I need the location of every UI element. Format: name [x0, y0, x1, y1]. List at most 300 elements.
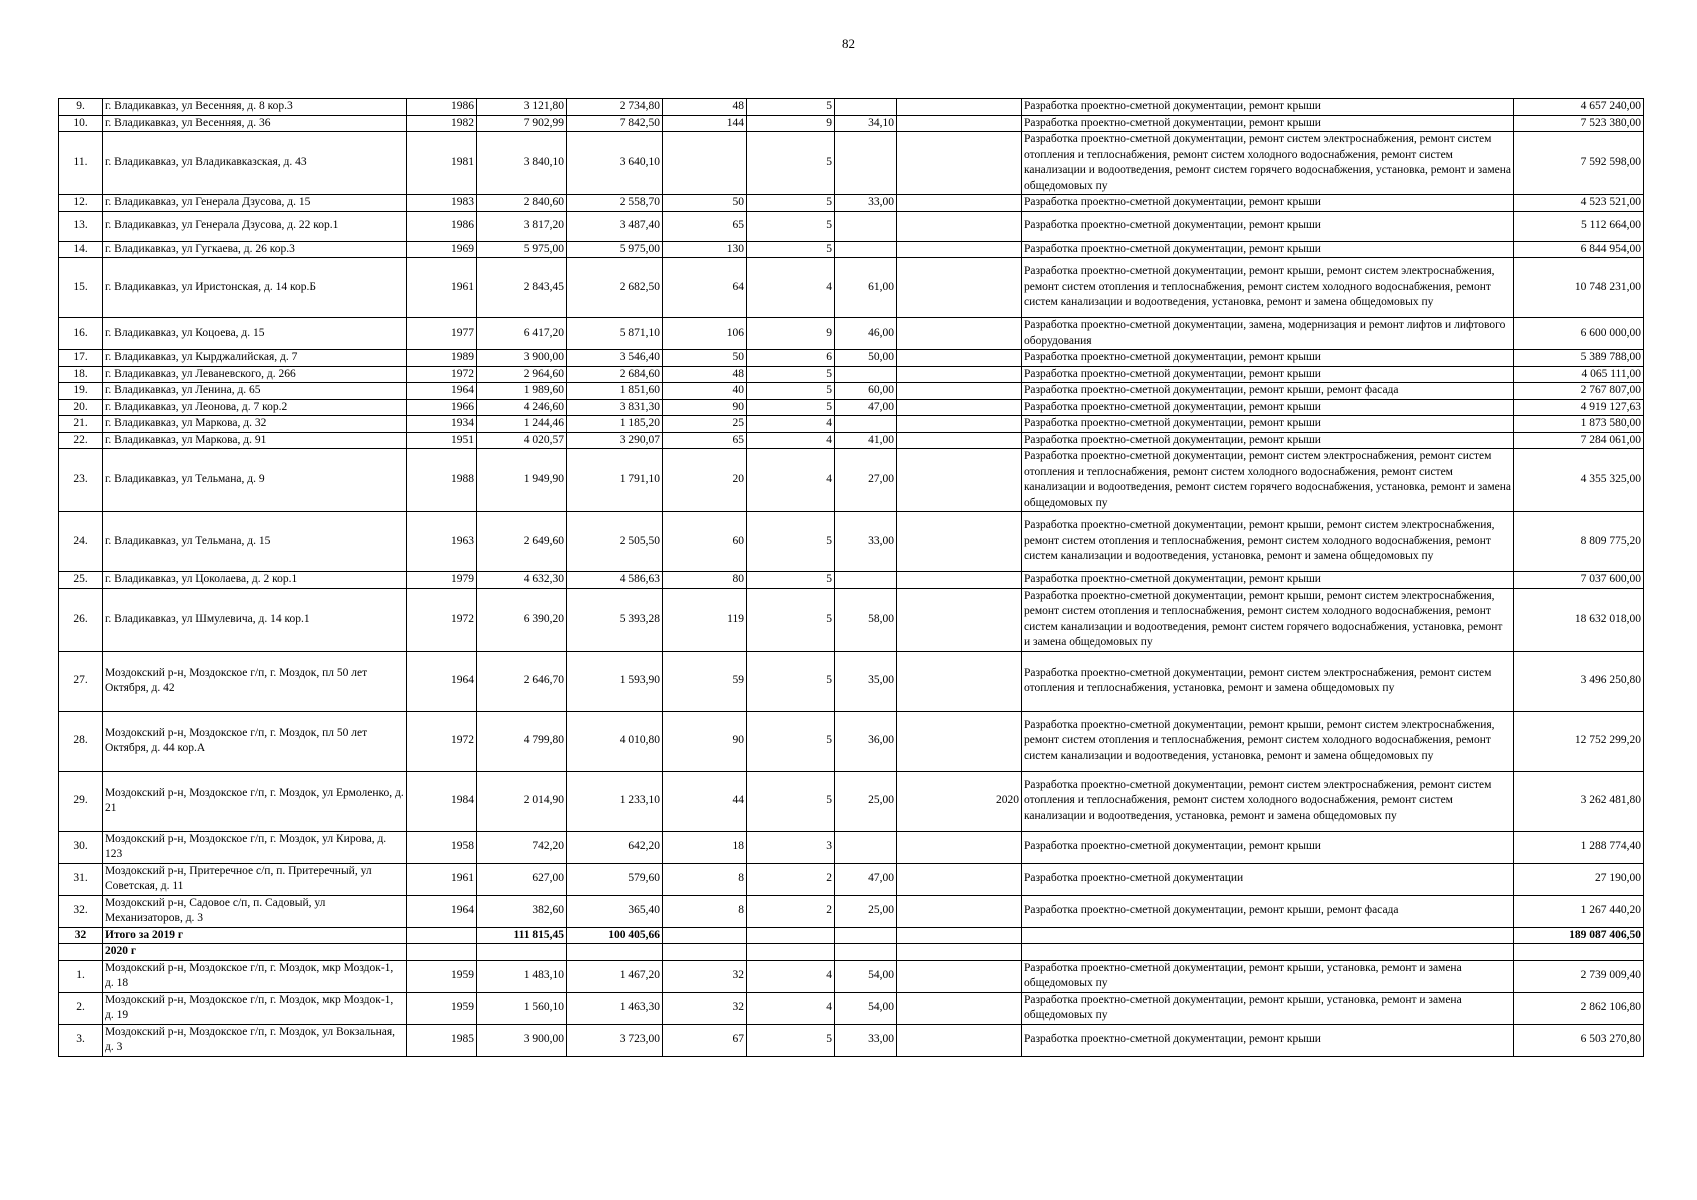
- table-row: [59, 512, 1644, 572]
- cell-area-total: 1 989,60: [477, 383, 567, 400]
- cell-cost: 7 592 598,00: [1514, 132, 1644, 195]
- cell-floors: 5: [747, 651, 835, 711]
- cell-wear-percent: [835, 572, 897, 589]
- cell-address: г. Владикавказ, ул Ленина, д. 65: [103, 383, 407, 400]
- cell-row-number: 15.: [59, 258, 103, 318]
- cell-cost: 4 355 325,00: [1514, 449, 1644, 512]
- cell-row-number: 1.: [59, 960, 103, 992]
- cell-wear-percent: 33,00: [835, 512, 897, 572]
- cell-cost: 5 112 664,00: [1514, 211, 1644, 241]
- cell-wear-percent: [835, 132, 897, 195]
- cell-plan-year: [897, 383, 1022, 400]
- cell-address: г. Владикавказ, ул Гугкаева, д. 26 кор.3: [103, 241, 407, 258]
- cell-build-year: 1961: [407, 863, 477, 895]
- cell-total-count: 32: [59, 927, 103, 944]
- cell-floors: 5: [747, 132, 835, 195]
- cell-row-number: 20.: [59, 399, 103, 416]
- cell-plan-year: [897, 432, 1022, 449]
- cell-area-total: 627,00: [477, 863, 567, 895]
- cell-empty: [59, 944, 103, 961]
- cell-works-description: Разработка проектно-сметной документации, ремонт крыши, установка, ремонт и замена общедомовых пу: [1022, 992, 1514, 1024]
- cell-area-total: 4 799,80: [477, 711, 567, 771]
- cell-empty: [897, 927, 1022, 944]
- table-row: [59, 366, 1644, 383]
- cell-area-total: 6 390,20: [477, 588, 567, 651]
- cell-area-living: 5 975,00: [567, 241, 663, 258]
- table-row: [59, 992, 1644, 1024]
- cell-floors: 4: [747, 992, 835, 1024]
- cell-row-number: 23.: [59, 449, 103, 512]
- cell-area-living: 5 871,10: [567, 318, 663, 350]
- total-row: [59, 927, 1644, 944]
- table-row: [59, 651, 1644, 711]
- cell-wear-percent: 50,00: [835, 350, 897, 367]
- cell-total-area: 111 815,45: [477, 927, 567, 944]
- cell-build-year: 1989: [407, 350, 477, 367]
- cell-empty: [1022, 944, 1514, 961]
- cell-area-living: 2 505,50: [567, 512, 663, 572]
- cell-area-total: 2 964,60: [477, 366, 567, 383]
- cell-area-total: 2 840,60: [477, 195, 567, 212]
- cell-plan-year: [897, 512, 1022, 572]
- cell-cost: 1 267 440,20: [1514, 895, 1644, 927]
- cell-row-number: 11.: [59, 132, 103, 195]
- cell-build-year: 1972: [407, 366, 477, 383]
- cell-address: Моздокский р-н, Моздокское г/п, г. Моздок, ул Вокзальная, д. 3: [103, 1024, 407, 1056]
- cell-works-description: Разработка проектно-сметной документации, ремонт крыши: [1022, 211, 1514, 241]
- cell-wear-percent: 41,00: [835, 432, 897, 449]
- cell-works-description: Разработка проектно-сметной документации, ремонт крыши, ремонт систем электроснабжения, ремонт систем отопления и теплоснабжения, ремонт систем холодного водоснабжения, ремонт систем канализации и водоотведения, установка, ремонт и замена общедомовых пу: [1022, 258, 1514, 318]
- cell-floors: 5: [747, 512, 835, 572]
- cell-row-number: 10.: [59, 115, 103, 132]
- cell-residents: 32: [663, 960, 747, 992]
- cell-address: г. Владикавказ, ул Шмулевича, д. 14 кор.1: [103, 588, 407, 651]
- cell-empty: [477, 944, 567, 961]
- cell-address: Моздокский р-н, Моздокское г/п, г. Моздок, мкр Моздок-1, д. 19: [103, 992, 407, 1024]
- cell-plan-year: [897, 350, 1022, 367]
- cell-row-number: 31.: [59, 863, 103, 895]
- cell-plan-year: [897, 1024, 1022, 1056]
- cell-address: г. Владикавказ, ул Леонова, д. 7 кор.2: [103, 399, 407, 416]
- cell-area-total: 6 417,20: [477, 318, 567, 350]
- cell-area-living: 1 791,10: [567, 449, 663, 512]
- table-row: [59, 132, 1644, 195]
- cell-residents: 67: [663, 1024, 747, 1056]
- cell-wear-percent: [835, 241, 897, 258]
- cell-build-year: 1959: [407, 960, 477, 992]
- cell-works-description: Разработка проектно-сметной документации, ремонт крыши: [1022, 399, 1514, 416]
- cell-row-number: 3.: [59, 1024, 103, 1056]
- housing-repair-table: [58, 98, 1644, 1057]
- cell-floors: 4: [747, 258, 835, 318]
- cell-area-living: 3 546,40: [567, 350, 663, 367]
- cell-works-description: Разработка проектно-сметной документации, ремонт крыши, установка, ремонт и замена общедомовых пу: [1022, 960, 1514, 992]
- cell-floors: 2: [747, 895, 835, 927]
- cell-build-year: 1964: [407, 383, 477, 400]
- cell-plan-year: [897, 449, 1022, 512]
- cell-area-living: 3 723,00: [567, 1024, 663, 1056]
- cell-floors: 5: [747, 1024, 835, 1056]
- cell-row-number: 12.: [59, 195, 103, 212]
- cell-area-living: 1 463,30: [567, 992, 663, 1024]
- cell-row-number: 19.: [59, 383, 103, 400]
- cell-build-year: 1959: [407, 992, 477, 1024]
- cell-address: г. Владикавказ, ул Кырджалийская, д. 7: [103, 350, 407, 367]
- cell-area-living: 7 842,50: [567, 115, 663, 132]
- cell-area-total: 4 020,57: [477, 432, 567, 449]
- table-row: [59, 711, 1644, 771]
- cell-plan-year: [897, 960, 1022, 992]
- cell-address: г. Владикавказ, ул Весенняя, д. 8 кор.3: [103, 99, 407, 116]
- cell-floors: 5: [747, 588, 835, 651]
- cell-area-total: 742,20: [477, 831, 567, 863]
- cell-works-description: Разработка проектно-сметной документации, замена, модернизация и ремонт лифтов и лифтового оборудования: [1022, 318, 1514, 350]
- cell-row-number: 32.: [59, 895, 103, 927]
- cell-build-year: 1972: [407, 711, 477, 771]
- cell-works-description: Разработка проектно-сметной документации, ремонт крыши, ремонт систем электроснабжения, ремонт систем отопления и теплоснабжения, ремонт систем холодного водоснабжения, ремонт систем канализации и водоотведения, установка, ремонт и замена общедомовых пу: [1022, 711, 1514, 771]
- cell-works-description: Разработка проектно-сметной документации, ремонт систем электроснабжения, ремонт систем отопления и теплоснабжения, установка, ремонт и замена общедомовых пу: [1022, 651, 1514, 711]
- table-row: [59, 960, 1644, 992]
- cell-address: г. Владикавказ, ул Иристонская, д. 14 кор.Б: [103, 258, 407, 318]
- cell-plan-year: [897, 99, 1022, 116]
- cell-plan-year: [897, 115, 1022, 132]
- cell-address: г. Владикавказ, ул Весенняя, д. 36: [103, 115, 407, 132]
- table-row: [59, 318, 1644, 350]
- cell-empty: [1514, 944, 1644, 961]
- cell-wear-percent: 58,00: [835, 588, 897, 651]
- cell-address: г. Владикавказ, ул Цоколаева, д. 2 кор.1: [103, 572, 407, 589]
- cell-address: Моздокский р-н, Садовое с/п, п. Садовый, ул Механизаторов, д. 3: [103, 895, 407, 927]
- cell-plan-year: [897, 992, 1022, 1024]
- cell-cost: 18 632 018,00: [1514, 588, 1644, 651]
- cell-floors: 5: [747, 211, 835, 241]
- cell-area-living: 3 487,40: [567, 211, 663, 241]
- table-row: [59, 115, 1644, 132]
- cell-works-description: Разработка проектно-сметной документации, ремонт крыши, ремонт систем электроснабжения, ремонт систем отопления и теплоснабжения, ремонт систем холодного водоснабжения, ремонт систем канализации и водоотведения, установка, ремонт и замена общедомовых пу: [1022, 512, 1514, 572]
- cell-wear-percent: 60,00: [835, 383, 897, 400]
- cell-floors: 6: [747, 350, 835, 367]
- cell-area-living: 365,40: [567, 895, 663, 927]
- cell-build-year: 1985: [407, 1024, 477, 1056]
- cell-area-total: 3 900,00: [477, 1024, 567, 1056]
- cell-area-living: 4 586,63: [567, 572, 663, 589]
- cell-empty: [407, 927, 477, 944]
- cell-empty: [835, 944, 897, 961]
- cell-row-number: 26.: [59, 588, 103, 651]
- cell-total-area-living: 100 405,66: [567, 927, 663, 944]
- cell-build-year: 1979: [407, 572, 477, 589]
- cell-cost: 4 919 127,63: [1514, 399, 1644, 416]
- cell-total-label: Итого за 2019 г: [103, 927, 407, 944]
- cell-residents: 130: [663, 241, 747, 258]
- cell-floors: 5: [747, 366, 835, 383]
- page-number: 82: [842, 36, 855, 51]
- cell-floors: 3: [747, 831, 835, 863]
- cell-build-year: 1983: [407, 195, 477, 212]
- cell-build-year: 1961: [407, 258, 477, 318]
- cell-wear-percent: 33,00: [835, 195, 897, 212]
- table-row: [59, 588, 1644, 651]
- table-row: [59, 195, 1644, 212]
- cell-works-description: Разработка проектно-сметной документации, ремонт крыши: [1022, 1024, 1514, 1056]
- cell-address: Моздокский р-н, Моздокское г/п, г. Моздок, ул Ермоленко, д. 21: [103, 771, 407, 831]
- table-row: [59, 1024, 1644, 1056]
- table-row: [59, 211, 1644, 241]
- cell-area-total: 4 632,30: [477, 572, 567, 589]
- cell-wear-percent: [835, 99, 897, 116]
- cell-area-living: 3 290,07: [567, 432, 663, 449]
- cell-cost: 10 748 231,00: [1514, 258, 1644, 318]
- cell-floors: 4: [747, 449, 835, 512]
- cell-residents: 106: [663, 318, 747, 350]
- cell-works-description: Разработка проектно-сметной документации, ремонт крыши, ремонт фасада: [1022, 895, 1514, 927]
- cell-residents: 65: [663, 432, 747, 449]
- cell-wear-percent: [835, 366, 897, 383]
- table-body: [59, 99, 1644, 1057]
- table-row: [59, 99, 1644, 116]
- cell-works-description: Разработка проектно-сметной документации, ремонт крыши: [1022, 350, 1514, 367]
- cell-wear-percent: [835, 416, 897, 433]
- cell-wear-percent: 27,00: [835, 449, 897, 512]
- cell-row-number: 28.: [59, 711, 103, 771]
- cell-residents: 48: [663, 366, 747, 383]
- cell-address: г. Владикавказ, ул Тельмана, д. 9: [103, 449, 407, 512]
- cell-address: Моздокский р-н, Моздокское г/п, г. Моздок, пл 50 лет Октября, д. 42: [103, 651, 407, 711]
- cell-row-number: 22.: [59, 432, 103, 449]
- cell-cost: 7 284 061,00: [1514, 432, 1644, 449]
- cell-plan-year: [897, 895, 1022, 927]
- cell-wear-percent: 54,00: [835, 992, 897, 1024]
- cell-plan-year: [897, 572, 1022, 589]
- cell-plan-year: [897, 318, 1022, 350]
- table-row: [59, 432, 1644, 449]
- table-row: [59, 399, 1644, 416]
- cell-wear-percent: 35,00: [835, 651, 897, 711]
- cell-wear-percent: 25,00: [835, 895, 897, 927]
- cell-build-year: 1972: [407, 588, 477, 651]
- cell-residents: 65: [663, 211, 747, 241]
- table-row: [59, 863, 1644, 895]
- cell-address: г. Владикавказ, ул Генерала Дзусова, д. 22 кор.1: [103, 211, 407, 241]
- cell-cost: 4 065 111,00: [1514, 366, 1644, 383]
- cell-area-living: 2 684,60: [567, 366, 663, 383]
- cell-wear-percent: 33,00: [835, 1024, 897, 1056]
- cell-area-total: 2 014,90: [477, 771, 567, 831]
- cell-empty: [747, 927, 835, 944]
- cell-row-number: 13.: [59, 211, 103, 241]
- cell-row-number: 17.: [59, 350, 103, 367]
- cell-works-description: Разработка проектно-сметной документации, ремонт крыши: [1022, 416, 1514, 433]
- cell-area-living: 579,60: [567, 863, 663, 895]
- cell-works-description: Разработка проектно-сметной документации, ремонт крыши: [1022, 432, 1514, 449]
- cell-wear-percent: 46,00: [835, 318, 897, 350]
- cell-works-description: Разработка проектно-сметной документации, ремонт крыши: [1022, 831, 1514, 863]
- cell-address: г. Владикавказ, ул Леваневского, д. 266: [103, 366, 407, 383]
- table-row: [59, 831, 1644, 863]
- cell-empty: [663, 927, 747, 944]
- cell-floors: 4: [747, 432, 835, 449]
- cell-area-total: 3 840,10: [477, 132, 567, 195]
- cell-works-description: Разработка проектно-сметной документации, ремонт крыши: [1022, 195, 1514, 212]
- cell-cost: 2 862 106,80: [1514, 992, 1644, 1024]
- cell-residents: [663, 132, 747, 195]
- cell-residents: 64: [663, 258, 747, 318]
- cell-residents: 50: [663, 195, 747, 212]
- cell-floors: 5: [747, 572, 835, 589]
- table-row: [59, 383, 1644, 400]
- cell-address: г. Владикавказ, ул Тельмана, д. 15: [103, 512, 407, 572]
- cell-cost: 4 523 521,00: [1514, 195, 1644, 212]
- cell-plan-year: [897, 132, 1022, 195]
- cell-floors: 2: [747, 863, 835, 895]
- cell-row-number: 18.: [59, 366, 103, 383]
- cell-floors: 5: [747, 241, 835, 258]
- cell-residents: 144: [663, 115, 747, 132]
- cell-wear-percent: 25,00: [835, 771, 897, 831]
- cell-plan-year: [897, 863, 1022, 895]
- cell-area-living: 3 640,10: [567, 132, 663, 195]
- cell-floors: 9: [747, 318, 835, 350]
- cell-area-total: 7 902,99: [477, 115, 567, 132]
- cell-residents: 44: [663, 771, 747, 831]
- cell-residents: 8: [663, 863, 747, 895]
- cell-residents: 25: [663, 416, 747, 433]
- table-row: [59, 241, 1644, 258]
- cell-address: г. Владикавказ, ул Маркова, д. 32: [103, 416, 407, 433]
- cell-residents: 60: [663, 512, 747, 572]
- cell-empty: [567, 944, 663, 961]
- cell-floors: 5: [747, 771, 835, 831]
- cell-plan-year: 2020: [897, 771, 1022, 831]
- cell-address: Моздокский р-н, Моздокское г/п, г. Моздок, пл 50 лет Октября, д. 44 кор.А: [103, 711, 407, 771]
- cell-residents: 20: [663, 449, 747, 512]
- table-row: [59, 350, 1644, 367]
- cell-plan-year: [897, 416, 1022, 433]
- cell-row-number: 14.: [59, 241, 103, 258]
- cell-residents: 80: [663, 572, 747, 589]
- cell-works-description: Разработка проектно-сметной документации, ремонт систем электроснабжения, ремонт систем отопления и теплоснабжения, ремонт систем холодного водоснабжения, ремонт систем канализации и водоотведения, ремонт систем горячего водоснабжения, установка, ремонт и замена общедомовых пу: [1022, 449, 1514, 512]
- cell-area-total: 3 817,20: [477, 211, 567, 241]
- cell-build-year: 1958: [407, 831, 477, 863]
- cell-cost: 2 767 807,00: [1514, 383, 1644, 400]
- cell-wear-percent: [835, 211, 897, 241]
- table-row: [59, 258, 1644, 318]
- cell-area-total: 1 560,10: [477, 992, 567, 1024]
- cell-cost: 4 657 240,00: [1514, 99, 1644, 116]
- cell-floors: 5: [747, 399, 835, 416]
- table-row: [59, 895, 1644, 927]
- cell-wear-percent: 47,00: [835, 399, 897, 416]
- cell-works-description: Разработка проектно-сметной документации, ремонт систем электроснабжения, ремонт систем отопления и теплоснабжения, ремонт систем холодного водоснабжения, ремонт систем канализации и водоотведения, ремонт систем горячего водоснабжения, установка, ремонт и замена общедомовых пу: [1022, 132, 1514, 195]
- cell-area-living: 2 558,70: [567, 195, 663, 212]
- cell-row-number: 2.: [59, 992, 103, 1024]
- year-header-row: [59, 944, 1644, 961]
- cell-plan-year: [897, 366, 1022, 383]
- cell-address: Моздокский р-н, Притеречное с/п, п. Притеречный, ул Советская, д. 11: [103, 863, 407, 895]
- cell-area-total: 1 949,90: [477, 449, 567, 512]
- cell-area-total: 5 975,00: [477, 241, 567, 258]
- cell-works-description: Разработка проектно-сметной документации, ремонт крыши: [1022, 366, 1514, 383]
- cell-area-total: 2 646,70: [477, 651, 567, 711]
- cell-residents: 18: [663, 831, 747, 863]
- cell-residents: 119: [663, 588, 747, 651]
- cell-row-number: 29.: [59, 771, 103, 831]
- cell-plan-year: [897, 588, 1022, 651]
- cell-works-description: Разработка проектно-сметной документации, ремонт крыши: [1022, 572, 1514, 589]
- cell-cost: 3 262 481,80: [1514, 771, 1644, 831]
- cell-residents: 32: [663, 992, 747, 1024]
- cell-floors: 9: [747, 115, 835, 132]
- cell-area-total: 2 843,45: [477, 258, 567, 318]
- cell-build-year: 1981: [407, 132, 477, 195]
- cell-floors: 5: [747, 711, 835, 771]
- cell-works-description: Разработка проектно-сметной документации, ремонт крыши, ремонт систем электроснабжения, ремонт систем отопления и теплоснабжения, ремонт систем холодного водоснабжения, ремонт систем канализации и водоотведения, ремонт систем горячего водоснабжения, установка, ремонт и замена общедомовых пу: [1022, 588, 1514, 651]
- cell-cost: 8 809 775,20: [1514, 512, 1644, 572]
- cell-cost: 6 600 000,00: [1514, 318, 1644, 350]
- cell-area-living: 4 010,80: [567, 711, 663, 771]
- cell-build-year: 1984: [407, 771, 477, 831]
- cell-plan-year: [897, 399, 1022, 416]
- cell-build-year: 1986: [407, 211, 477, 241]
- cell-area-total: 4 246,60: [477, 399, 567, 416]
- cell-area-total: 1 244,46: [477, 416, 567, 433]
- cell-empty: [407, 944, 477, 961]
- cell-row-number: 21.: [59, 416, 103, 433]
- cell-row-number: 25.: [59, 572, 103, 589]
- cell-residents: 90: [663, 711, 747, 771]
- cell-area-living: 2 734,80: [567, 99, 663, 116]
- cell-works-description: Разработка проектно-сметной документации, ремонт крыши: [1022, 241, 1514, 258]
- table-row: [59, 771, 1644, 831]
- table-row: [59, 572, 1644, 589]
- cell-area-living: 1 233,10: [567, 771, 663, 831]
- cell-build-year: 1966: [407, 399, 477, 416]
- cell-works-description: Разработка проектно-сметной документации, ремонт крыши: [1022, 115, 1514, 132]
- cell-floors: 5: [747, 383, 835, 400]
- cell-year-header: 2020 г: [103, 944, 407, 961]
- cell-wear-percent: 36,00: [835, 711, 897, 771]
- cell-build-year: 1986: [407, 99, 477, 116]
- cell-works-description: Разработка проектно-сметной документации, ремонт крыши: [1022, 99, 1514, 116]
- cell-wear-percent: 34,10: [835, 115, 897, 132]
- cell-empty: [1022, 927, 1514, 944]
- cell-area-total: 1 483,10: [477, 960, 567, 992]
- cell-area-living: 2 682,50: [567, 258, 663, 318]
- cell-area-living: 1 467,20: [567, 960, 663, 992]
- cell-wear-percent: 54,00: [835, 960, 897, 992]
- cell-cost: 1 288 774,40: [1514, 831, 1644, 863]
- cell-plan-year: [897, 241, 1022, 258]
- cell-area-living: 1 851,60: [567, 383, 663, 400]
- cell-area-total: 2 649,60: [477, 512, 567, 572]
- cell-cost: 7 523 380,00: [1514, 115, 1644, 132]
- cell-empty: [835, 927, 897, 944]
- cell-build-year: 1977: [407, 318, 477, 350]
- cell-cost: 2 739 009,40: [1514, 960, 1644, 992]
- cell-plan-year: [897, 711, 1022, 771]
- cell-total-cost: 189 087 406,50: [1514, 927, 1644, 944]
- cell-plan-year: [897, 258, 1022, 318]
- cell-cost: 6 844 954,00: [1514, 241, 1644, 258]
- cell-residents: 48: [663, 99, 747, 116]
- cell-area-total: 382,60: [477, 895, 567, 927]
- cell-address: Моздокский р-н, Моздокское г/п, г. Моздок, ул Кирова, д. 123: [103, 831, 407, 863]
- cell-plan-year: [897, 211, 1022, 241]
- table-row: [59, 449, 1644, 512]
- cell-cost: 3 496 250,80: [1514, 651, 1644, 711]
- cell-address: г. Владикавказ, ул Владикавказская, д. 43: [103, 132, 407, 195]
- cell-residents: 90: [663, 399, 747, 416]
